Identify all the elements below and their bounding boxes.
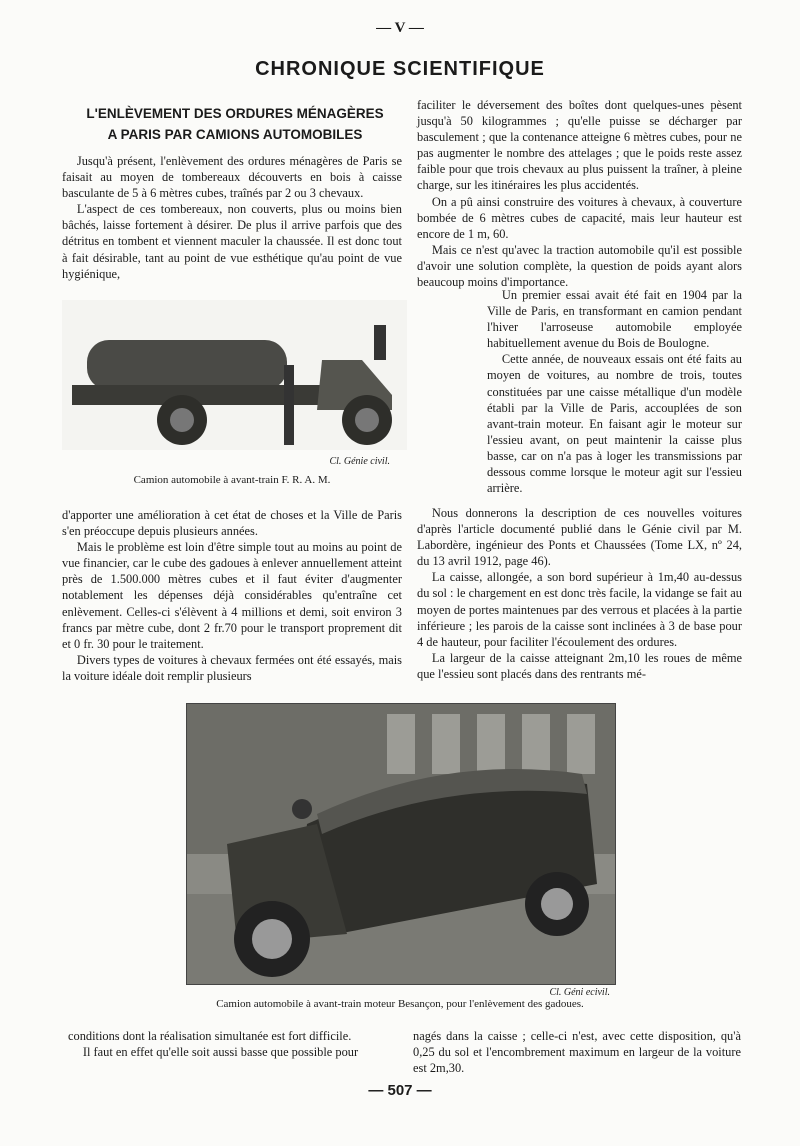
paragraph: Cette année, de nouveaux essais ont été faits au moyen de voitures, au nombre de trois, toutes constituées par une caisse métallique d'un modèle établi par la Ville de Paris, accouplées de son avant-train moteur. En faisant agir le moteur sur l'essieu avant, on peut maintenir la caisse plus basse, car on n'a pas à loger les transmissions par dessous comme lorsque le moteur agit sur l'essieu arrière. <box>487 352 742 496</box>
left-column-top <box>62 153 402 282</box>
paragraph: conditions dont la réalisation simultanée est fort difficile. <box>68 1029 352 1043</box>
article-title-line: A PARIS PAR CAMIONS AUTOMOBILES <box>107 127 363 142</box>
paragraph: d'apporter une amélioration à cet état de choses et la Ville de Paris s'en préoccupe depuis plusieurs années. <box>62 508 402 539</box>
figure-1-photo <box>62 300 407 450</box>
figure-1-caption: Camion automobile à avant-train F. R. A. M. <box>133 474 331 486</box>
paragraph: La caisse, allongée, a son bord supérieur à 1m,40 au-dessus du sol : le chargement en est donc très facile, la vidange se fait au moyen de portes maintenues par des verrous et placées à la partie inférieure ; les parois de la caisse sont inclinées à 3 de base pour 4 de hauteur, pour faciliter l'écoulement des ordures. <box>417 570 742 649</box>
paragraph: nagés dans la caisse ; celle-ci n'est, avec cette disposition, qu'à 0,25 du sol et l'encombrement maximum en largeur de la voiture est 2m,30. <box>413 1029 741 1076</box>
figure-2-caption: Camion automobile à avant-train moteur Besançon, pour l'enlèvement des gadoues. <box>216 998 584 1010</box>
right-column-bottom <box>413 1028 741 1076</box>
paragraph: L'aspect de ces tombereaux, non couverts, plus ou moins bien bâchés, laisse fortement à désirer. De plus il arrive parfois que des détritus en tombent et viennent maculer la chaussée. Il est donc tout à fait désirable, tant au point de vue esthétique qu'au point de vue hygiénique, <box>62 202 402 281</box>
right-column-narrow <box>487 287 742 496</box>
truck-photo-image <box>187 704 615 984</box>
paragraph <box>417 505 742 569</box>
right-column-top <box>417 97 742 290</box>
paragraph: Mais le problème est loin d'être simple tout au moins au point de vue financier, car le cube des gadoues à enlever annuellement atteint près de 1.500.000 mètres cubes et il faut éviter d'augmenter notablement les dépenses déjà considérables qu'entraîne cet enlèvement. Celles-ci s'élèvent à 4 millions et demi, soit environ 3 francs par mètre cube, dont 2 fr.70 pour le transport proprement dit et 0 fr. 30 pour le traitement. <box>62 540 402 651</box>
paragraph: faciliter le déversement des boîtes dont quelques-unes pèsent jusqu'à 50 kilogrammes ; qu'elle puisse se décharger par basculement ; que la contenance atteigne 6 mètres cubes, pour ne pas augmenter le nombre des attelages ; que le poids reste assez faible pour que trois chevaux au plus puissent la traîner, à pleine charge, sur les itinéraires les plus accidentés. <box>417 98 742 193</box>
paragraph: Un premier essai avait été fait en 1904 par la Ville de Paris, en transformant en camion pendant l'hiver l'arroseuse automobile employée habituellement avenue du Bois de Boulogne. <box>487 288 742 351</box>
article-title-line: L'ENLÈVEMENT DES ORDURES MÉNAGÈRES <box>86 106 384 121</box>
article-title <box>66 103 404 145</box>
figure-2-photo <box>186 703 616 985</box>
truck-photo-image <box>62 300 407 450</box>
left-column-middle <box>62 507 402 684</box>
page-title: CHRONIQUE SCIENTIFIQUE <box>255 58 545 80</box>
figure-1-credit: Cl. Génie civil. <box>329 456 390 467</box>
paragraph: On a pû ainsi construire des voitures à chevaux, à couverture bombée de 6 mètres cubes de capacité, mais leur hauteur est encore de 1 m, 60. <box>417 194 742 241</box>
figure-2-credit: Cl. Géni ecivil. <box>549 987 610 998</box>
section-number: — V — <box>376 20 424 36</box>
paragraph-text: Nous donnerons la description de ces nouvelles voitures d'après l'article documenté publié dans le Génie civil par M. Labordère, ingénieur des Ponts et Chaussées (Tome LX, nº 24, du 13 avril 1912, page 46). <box>417 506 742 569</box>
paragraph: Divers types de voitures à chevaux fermées ont été essayés, mais la voiture idéale doit remplir plusieurs <box>62 652 402 683</box>
paragraph: Jusqu'à présent, l'enlèvement des ordures ménagères de Paris se faisait au moyen de tombereaux découverts en bois à caisse basculante de 5 à 6 mètres cubes, traînés par 2 ou 3 chevaux. <box>62 154 402 201</box>
right-column-middle <box>417 505 742 682</box>
paragraph: Mais ce n'est qu'avec la traction automobile qu'il est possible d'avoir une solution complète, la question de poids ayant alors beaucoup moins d'importance. <box>417 242 742 290</box>
paragraph: Il faut en effet qu'elle soit aussi basse que possible pour <box>82 1045 359 1060</box>
page-number: — 507 — <box>368 1082 432 1099</box>
left-column-bottom <box>68 1028 398 1060</box>
paragraph: La largeur de la caisse atteignant 2m,10 les roues de même que l'essieu sont placés dans des rentrants mé- <box>417 650 742 681</box>
